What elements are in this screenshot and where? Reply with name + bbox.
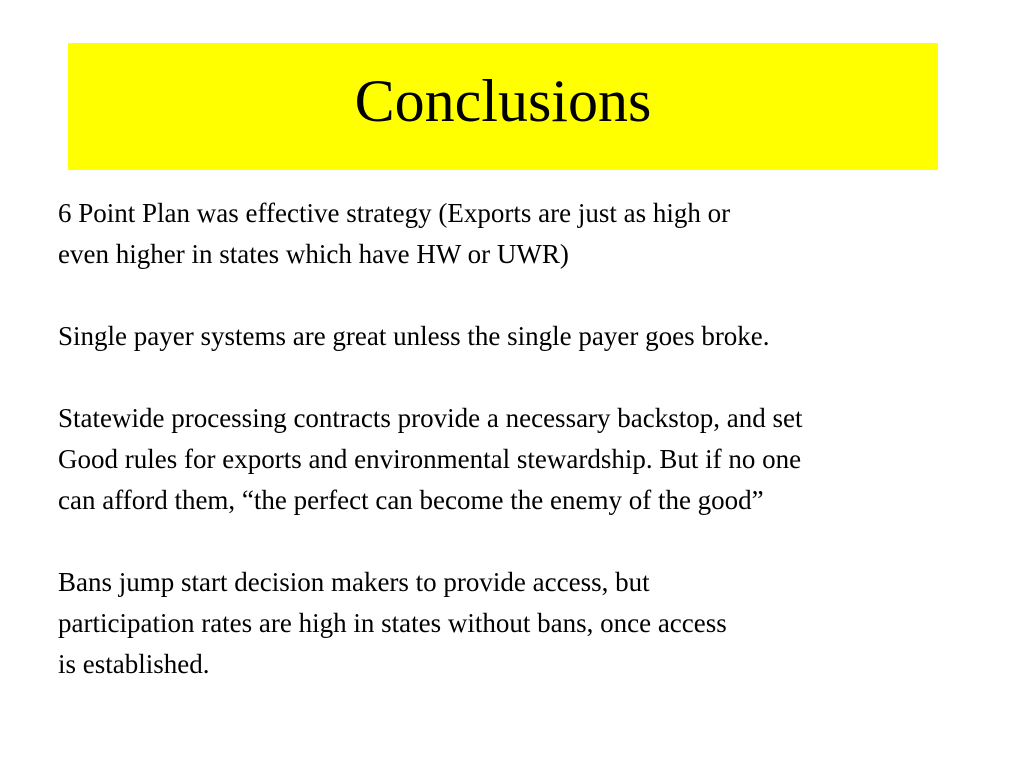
slide-title: Conclusions xyxy=(354,67,652,134)
paragraph-line: is established. xyxy=(58,649,210,679)
paragraph-bans xyxy=(58,562,1018,685)
paragraph-line: Good rules for exports and environmental stewardship. But if no one xyxy=(58,444,802,474)
title-banner xyxy=(68,43,938,170)
paragraph-line: can afford them, “the perfect can become the enemy of the good” xyxy=(58,485,764,515)
paragraph-single-payer xyxy=(58,316,1018,357)
paragraph-six-point-plan xyxy=(58,193,1018,275)
paragraph-statewide-contracts xyxy=(58,398,1018,521)
paragraph-line: participation rates are high in states without bans, once access xyxy=(58,608,727,638)
paragraph-line: even higher in states which have HW or UWR) xyxy=(58,239,569,269)
paragraph-line: Single payer systems are great unless the single payer goes broke. xyxy=(58,321,770,351)
paragraph-line: Statewide processing contracts provide a necessary backstop, and set xyxy=(58,403,803,433)
slide-body xyxy=(58,193,1018,726)
paragraph-line: Bans jump start decision makers to provide access, but xyxy=(58,567,650,597)
paragraph-line: 6 Point Plan was effective strategy (Exports are just as high or xyxy=(58,198,731,228)
